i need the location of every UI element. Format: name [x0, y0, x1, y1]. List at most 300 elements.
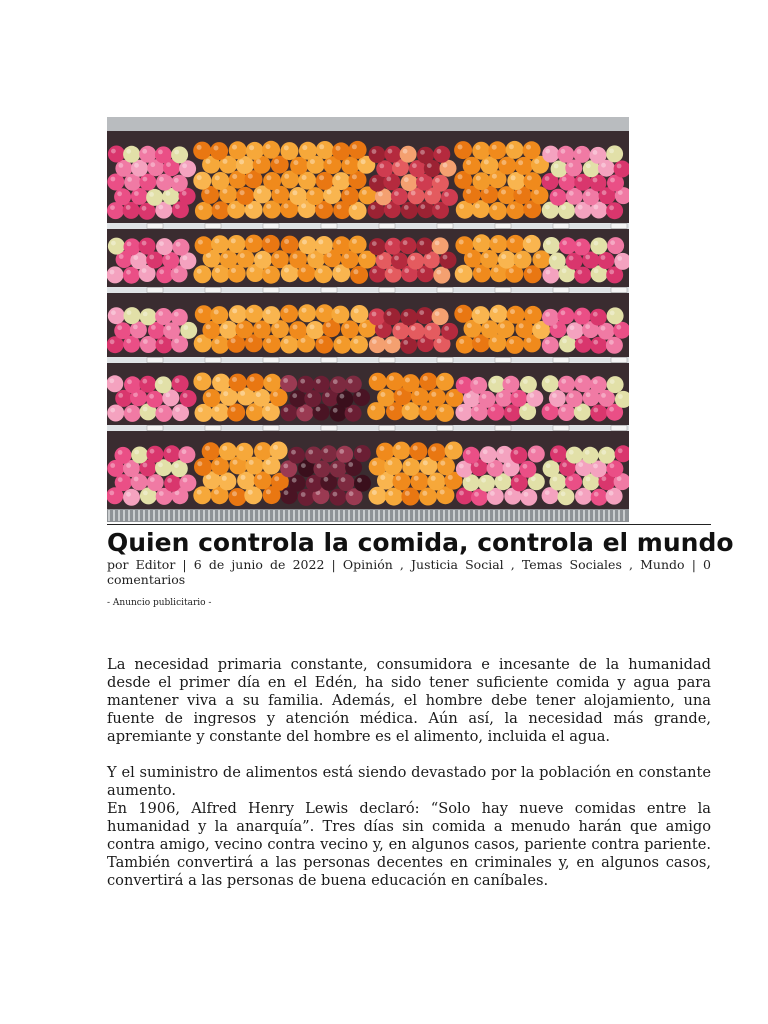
fruit: [455, 265, 473, 283]
fruit-highlight: [493, 308, 498, 313]
fruit-highlight: [323, 448, 328, 453]
fruit-highlight: [241, 475, 246, 480]
fruit-highlight: [158, 380, 163, 385]
grille-bar: [288, 510, 290, 521]
fruit: [219, 442, 237, 460]
fruit: [306, 475, 323, 492]
fruit-highlight: [318, 269, 323, 274]
fruit-highlight: [439, 376, 444, 381]
fruit: [436, 404, 454, 422]
fruit-highlight: [111, 177, 116, 182]
fruit: [606, 337, 623, 354]
fruit-highlight: [143, 407, 148, 412]
grille-bar: [593, 510, 595, 521]
fruit-highlight: [142, 379, 147, 384]
fruit-highlight: [481, 478, 486, 483]
fruit-highlight: [183, 256, 188, 261]
fruit: [124, 238, 141, 255]
fruit-highlight: [585, 255, 590, 260]
fruit-highlight: [284, 308, 289, 313]
grille-bar: [228, 510, 230, 521]
fruit-highlight: [404, 268, 409, 273]
fruit-highlight: [293, 325, 298, 330]
fruit: [551, 161, 568, 178]
fruit-highlight: [126, 463, 131, 468]
fruit: [131, 447, 148, 464]
fruit-highlight: [404, 312, 409, 317]
grille-bar: [423, 510, 425, 521]
fruit-highlight: [405, 491, 410, 496]
fruit: [299, 142, 317, 160]
fruit-highlight: [301, 492, 306, 497]
grille-bar: [238, 510, 240, 521]
fruit-highlight: [601, 163, 606, 168]
fruit-highlight: [319, 144, 324, 149]
fruit-highlight: [310, 254, 315, 259]
fruit-highlight: [404, 177, 409, 182]
fruit-highlight: [214, 407, 219, 412]
fruit-highlight: [127, 242, 132, 247]
fruit-highlight: [118, 393, 123, 398]
fruit-highlight: [594, 205, 599, 210]
fruit-highlight: [284, 145, 289, 150]
fruit: [550, 189, 567, 206]
grille-bar: [478, 510, 480, 521]
fruit-highlight: [405, 378, 410, 383]
fruit-highlight: [609, 340, 614, 345]
grille-bar: [128, 510, 130, 521]
fruit-highlight: [256, 159, 261, 164]
fruit: [590, 405, 607, 422]
price-tag: [205, 224, 221, 229]
fruit: [124, 376, 141, 393]
fruit: [472, 142, 490, 160]
fruit-highlight: [110, 205, 115, 210]
fruit-highlight: [423, 460, 428, 465]
grille-bar: [343, 510, 345, 521]
fruit-highlight: [206, 324, 211, 329]
fruit: [606, 488, 623, 505]
fruit-highlight: [459, 407, 464, 412]
fruit-highlight: [523, 464, 528, 469]
fruit: [496, 446, 513, 463]
fruit: [211, 235, 229, 253]
grille-bar: [498, 510, 500, 521]
fruit: [420, 373, 438, 391]
fruit-highlight: [175, 204, 180, 209]
grille-bar: [618, 510, 620, 521]
fruit-highlight: [110, 270, 115, 275]
fruit-highlight: [109, 491, 114, 496]
fruit-highlight: [410, 256, 415, 261]
grille-bar: [253, 510, 255, 521]
fruit-highlight: [422, 491, 427, 496]
fruit-highlight: [117, 191, 122, 196]
fruit-highlight: [514, 393, 519, 398]
fruit-highlight: [205, 446, 210, 451]
fruit-highlight: [231, 204, 236, 209]
fruit-highlight: [357, 448, 362, 453]
fruit-highlight: [493, 238, 498, 243]
fruit-highlight: [340, 394, 345, 399]
fruit-highlight: [344, 190, 349, 195]
fruit: [489, 235, 507, 253]
fruit-highlight: [473, 380, 478, 385]
fruit: [383, 308, 400, 325]
grille-bar: [268, 510, 270, 521]
fruit-highlight: [396, 445, 401, 450]
fruit-highlight: [127, 177, 132, 182]
fruit-highlight: [301, 268, 306, 273]
fruit-highlight: [167, 478, 172, 483]
price-tag: [321, 426, 337, 431]
grille-bar: [538, 510, 540, 521]
price-tag: [437, 426, 453, 431]
fruit-highlight: [166, 326, 171, 331]
fruit-highlight: [256, 324, 261, 329]
fruit: [349, 141, 367, 159]
fruit-highlight: [158, 311, 163, 316]
fruit: [147, 446, 164, 463]
price-tag: [553, 358, 569, 363]
grille-bar: [108, 510, 110, 521]
fruit-highlight: [531, 449, 536, 454]
grille-bar: [543, 510, 545, 521]
fruit: [280, 404, 297, 421]
fruit-highlight: [601, 255, 606, 260]
grille-bar: [518, 510, 520, 521]
fruit: [171, 146, 188, 163]
fruit-highlight: [119, 163, 124, 168]
fruit-highlight: [466, 477, 471, 482]
fruit-highlight: [284, 407, 289, 412]
fruit-highlight: [431, 447, 436, 452]
fruit: [210, 142, 228, 160]
fruit-highlight: [501, 190, 506, 195]
grille-bar: [513, 510, 515, 521]
fruit-highlight: [197, 145, 202, 150]
fruit: [228, 235, 246, 253]
fruit-highlight: [527, 204, 532, 209]
fruit-highlight: [458, 268, 463, 273]
fruit: [607, 237, 624, 254]
fruit-highlight: [431, 476, 436, 481]
fruit-highlight: [529, 393, 534, 398]
fruit-highlight: [352, 239, 357, 244]
fruit-highlight: [420, 150, 425, 155]
fruit: [402, 458, 420, 476]
fruit: [331, 306, 349, 324]
fruit-highlight: [501, 254, 506, 259]
fruit: [139, 146, 156, 163]
fruit-highlight: [569, 450, 574, 455]
fruit-highlight: [586, 392, 591, 397]
fruit: [400, 309, 417, 326]
fruit: [350, 336, 368, 354]
fruit-highlight: [514, 478, 519, 483]
fruit-highlight: [372, 490, 377, 495]
fruit-highlight: [449, 392, 454, 397]
fruit-highlight: [578, 462, 583, 467]
fruit-highlight: [502, 160, 507, 165]
fruit: [350, 266, 368, 284]
fruit: [542, 375, 559, 392]
fruit-highlight: [198, 240, 203, 245]
fruit-highlight: [327, 159, 332, 164]
fruit-highlight: [510, 238, 515, 243]
fruit-highlight: [427, 163, 432, 168]
fruit-highlight: [372, 312, 377, 317]
fruit-highlight: [349, 491, 354, 496]
fruit-highlight: [142, 268, 147, 273]
fruit-highlight: [435, 178, 440, 183]
fruit: [289, 187, 307, 205]
fruit: [114, 322, 131, 339]
fruit: [391, 188, 408, 205]
fruit-highlight: [569, 191, 574, 196]
fruit: [507, 306, 525, 324]
price-tag: [379, 426, 395, 431]
fruit: [369, 146, 386, 163]
fruit: [123, 146, 140, 163]
grille-bar: [123, 510, 125, 521]
fruit-highlight: [336, 240, 341, 245]
fruit: [369, 336, 386, 353]
fruit: [280, 305, 298, 323]
fruit: [445, 442, 463, 460]
fruit-highlight: [158, 205, 163, 210]
fruit: [456, 336, 474, 354]
fruit-highlight: [388, 491, 393, 496]
price-tag: [379, 358, 395, 363]
fruit-highlight: [517, 190, 522, 195]
fruit-highlight: [394, 191, 399, 196]
fruit-highlight: [492, 205, 497, 210]
fruit-highlight: [577, 311, 582, 316]
fruit-highlight: [149, 255, 154, 260]
fruit-highlight: [274, 254, 279, 259]
fruit: [549, 253, 566, 270]
fruit-highlight: [283, 378, 288, 383]
fruit-highlight: [142, 206, 147, 211]
fruit-highlight: [601, 450, 606, 455]
fruit-highlight: [159, 340, 164, 345]
fruit-highlight: [618, 394, 623, 399]
fruit-highlight: [526, 238, 531, 243]
fruit-highlight: [126, 205, 131, 210]
fruit-highlight: [476, 176, 481, 181]
fruit-highlight: [284, 204, 289, 209]
fruit: [597, 252, 614, 269]
fruit-highlight: [396, 326, 401, 331]
fruit-highlight: [609, 270, 614, 275]
fruit-highlight: [265, 406, 270, 411]
fruit: [229, 141, 247, 159]
fruit-highlight: [266, 338, 271, 343]
fruit-highlight: [586, 192, 591, 197]
fruit-highlight: [174, 312, 179, 317]
fruit: [567, 322, 584, 339]
grille-bar: [548, 510, 550, 521]
fruit-highlight: [149, 192, 154, 197]
fruit-highlight: [150, 449, 155, 454]
fruit-highlight: [578, 491, 583, 496]
fruit: [195, 236, 213, 254]
fruit-highlight: [159, 408, 164, 413]
price-tag: [147, 224, 163, 229]
fruit: [123, 489, 140, 506]
fruit-highlight: [214, 310, 219, 315]
fruit-highlight: [378, 192, 383, 197]
fruit-highlight: [333, 408, 338, 413]
fruit-highlight: [354, 308, 359, 313]
fruit-highlight: [609, 205, 614, 210]
fruit-highlight: [492, 174, 497, 179]
grille-bar: [488, 510, 490, 521]
fruit-highlight: [214, 146, 219, 151]
grille-bar: [388, 510, 390, 521]
fruit: [329, 489, 346, 506]
grille-bar: [573, 510, 575, 521]
fruit-highlight: [562, 339, 567, 344]
fruit-highlight: [232, 145, 237, 150]
fruit: [164, 475, 181, 492]
fruit: [333, 336, 351, 354]
fruit-highlight: [448, 475, 453, 480]
fruit-highlight: [494, 268, 499, 273]
fruit: [211, 172, 229, 190]
fruit-highlight: [240, 253, 245, 258]
fruit-highlight: [507, 408, 512, 413]
fruit-highlight: [301, 338, 306, 343]
fruit: [574, 308, 591, 325]
fruit: [178, 446, 195, 463]
fruit-highlight: [484, 160, 489, 165]
fruit-highlight: [134, 450, 139, 455]
fruit-highlight: [561, 149, 566, 154]
fruit-highlight: [249, 406, 254, 411]
grille-bar: [503, 510, 505, 521]
fruit-highlight: [134, 477, 139, 482]
fruit-highlight: [527, 309, 532, 314]
fruit: [498, 251, 516, 269]
fruit: [246, 373, 264, 391]
fruit-highlight: [257, 189, 262, 194]
fruit-highlight: [257, 254, 262, 259]
fruit-highlight: [510, 309, 515, 314]
fruit: [336, 446, 353, 463]
fruit: [506, 235, 524, 253]
fruit: [210, 306, 228, 324]
fruit-highlight: [552, 256, 557, 261]
grille-bar: [578, 510, 580, 521]
fruit-highlight: [324, 477, 329, 482]
fruit: [432, 237, 449, 254]
fruit: [558, 376, 575, 393]
fruit: [123, 267, 140, 284]
grille-bar: [468, 510, 470, 521]
fruit-highlight: [577, 270, 582, 275]
fruit-highlight: [561, 379, 566, 384]
fruit-highlight: [302, 145, 307, 150]
fruit-highlight: [458, 174, 463, 179]
fruit: [305, 447, 322, 464]
fruit: [590, 376, 607, 393]
fruit-highlight: [526, 145, 531, 150]
fruit-highlight: [109, 378, 114, 383]
price-tag: [553, 426, 569, 431]
fruit-highlight: [273, 445, 278, 450]
fruit: [417, 147, 434, 164]
fruit-highlight: [562, 268, 567, 273]
fruit-highlight: [134, 163, 139, 168]
fruit-highlight: [569, 393, 574, 398]
fruit: [384, 146, 401, 163]
fruit-highlight: [578, 205, 583, 210]
fruit-highlight: [618, 448, 623, 453]
grille-bar: [188, 510, 190, 521]
fruit: [598, 447, 615, 464]
grille-bar: [318, 510, 320, 521]
fruit-highlight: [490, 491, 495, 496]
fruit-highlight: [593, 379, 598, 384]
fruit-highlight: [474, 492, 479, 497]
grille-bar: [493, 510, 495, 521]
fruit-highlight: [419, 241, 424, 246]
grille-bar: [328, 510, 330, 521]
fruit-highlight: [307, 393, 312, 398]
grille-bar: [303, 510, 305, 521]
grille-bar: [623, 510, 625, 521]
fruit-highlight: [143, 491, 148, 496]
fruit-highlight: [420, 268, 425, 273]
grille-bar: [358, 510, 360, 521]
fruit-highlight: [586, 477, 591, 482]
fruit: [306, 321, 324, 339]
price-tag: [495, 288, 511, 293]
fruit: [124, 307, 141, 324]
fruit: [416, 307, 433, 324]
fruit-highlight: [458, 145, 463, 150]
fruit: [235, 320, 253, 338]
fruit-highlight: [316, 407, 321, 412]
fruit: [179, 475, 196, 492]
fruit: [107, 405, 124, 422]
fruit-highlight: [274, 476, 279, 481]
fruit-highlight: [222, 446, 227, 451]
fruit: [254, 251, 272, 269]
fruit-highlight: [266, 309, 271, 314]
grille-bar: [183, 510, 185, 521]
fruit-highlight: [215, 205, 220, 210]
fruit-highlight: [197, 269, 202, 274]
fruit-highlight: [435, 205, 440, 210]
price-tag: [321, 288, 337, 293]
fruit: [520, 489, 537, 506]
fruit-highlight: [545, 149, 550, 154]
fruit-highlight: [310, 324, 315, 329]
fruit: [107, 375, 123, 392]
grille-bar: [553, 510, 555, 521]
fruit-highlight: [395, 162, 400, 167]
fruit: [156, 174, 173, 191]
price-tag: [437, 288, 453, 293]
fruit: [428, 389, 446, 407]
shelf-top: [107, 117, 629, 131]
fruit: [281, 142, 299, 160]
fruit: [245, 235, 263, 253]
fruit-highlight: [545, 340, 550, 345]
